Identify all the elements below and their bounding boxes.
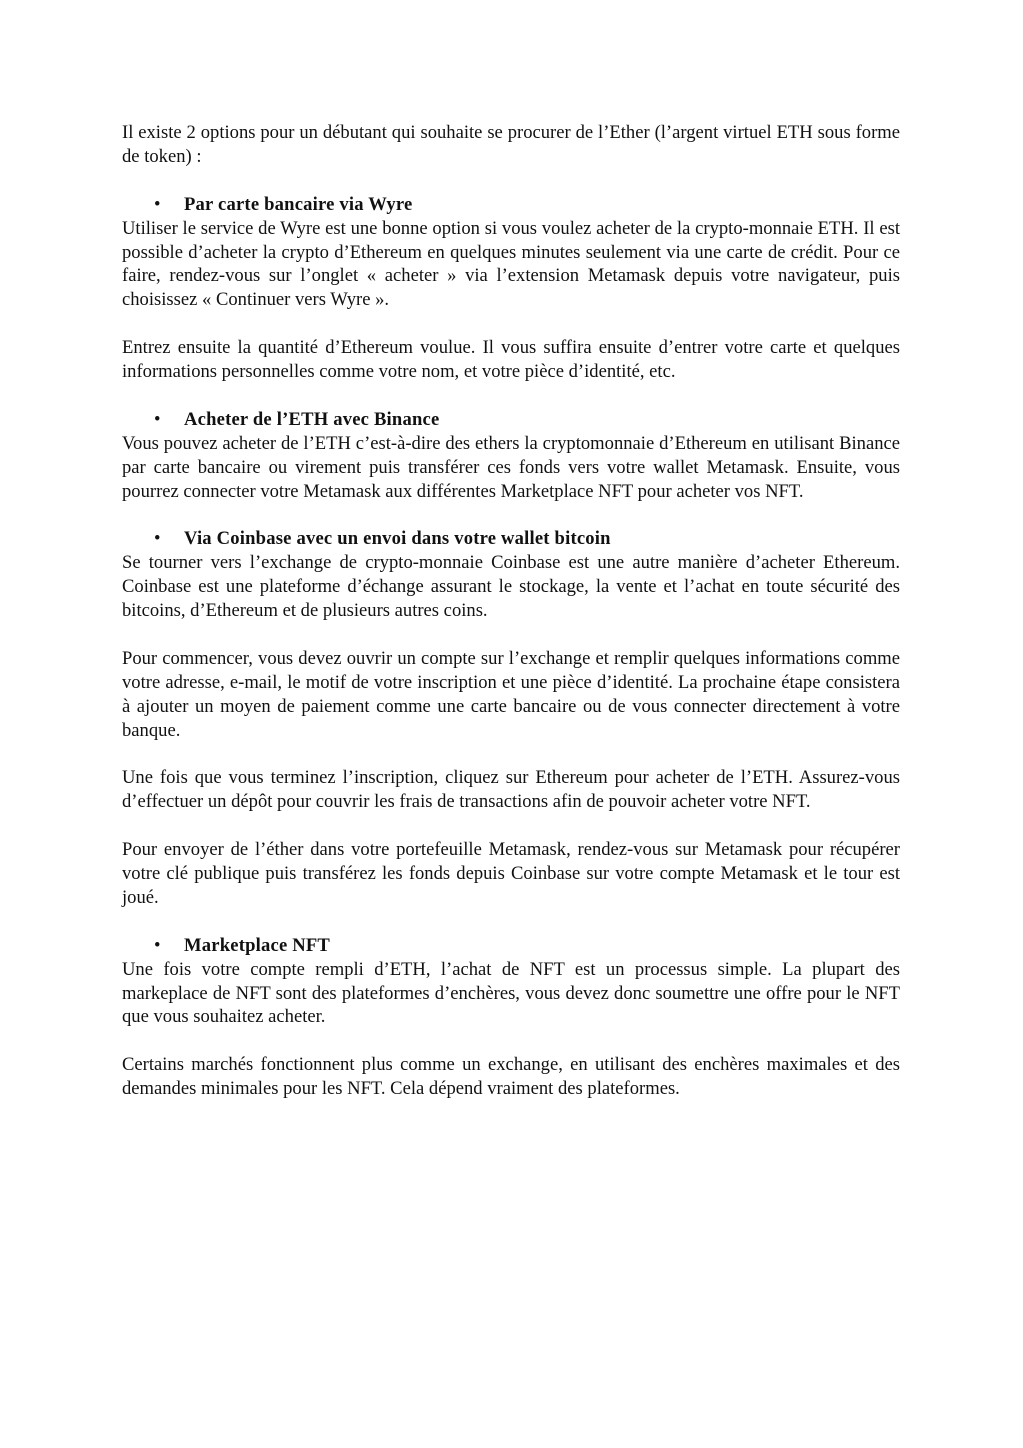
body-paragraph: Une fois que vous terminez l’inscription, cliquez sur Ethereum pour acheter de l’ETH. Assurez-vous d’effectuer un dépôt pour couvrir les frais de transactions afin de pouvoir acheter votre NFT. [122,767,900,813]
body-paragraph: Certains marchés fonctionnent plus comme un exchange, en utilisant des enchères maximales et des demandes minimales pour les NFT. Cela dépend vraiment des plateformes. [122,1054,900,1100]
document-page [122,121,900,1125]
section-heading [122,527,900,551]
section-heading [122,193,900,217]
section-marketplace [122,934,900,1101]
bullet-icon: • [154,193,161,215]
section-heading-text: Acheter de l’ETH avec Binance [184,408,440,430]
section-heading [122,408,900,432]
section-heading-text: Via Coinbase avec un envoi dans votre wallet bitcoin [184,528,611,550]
section-wyre [122,193,900,384]
body-paragraph: Pour envoyer de l’éther dans votre portefeuille Metamask, rendez-vous sur Metamask pour récupérer votre clé publique puis transférez les fonds depuis Coinbase sur votre compte Metamask et le tour est joué. [122,839,900,908]
section-heading-text: Par carte bancaire via Wyre [184,193,413,215]
body-paragraph: Vous pouvez acheter de l’ETH c’est-à-dire des ethers la cryptomonnaie d’Ethereum en utilisant Binance par carte bancaire ou virement puis transférer ces fonds vers votre wallet Metamask. Ensuite, vous pourrez connecter votre Metamask aux différentes Marketplace NFT pour acheter vos NFT. [122,432,900,502]
body-paragraph: Se tourner vers l’exchange de crypto-monnaie Coinbase est une autre manière d’acheter Ethereum. Coinbase est une plateforme d’échange assurant le stockage, la vente et l’achat en toute sécurité des bitcoins, d’Ethereum et de plusieurs autres coins. [122,552,900,622]
bullet-icon: • [154,934,161,956]
intro-paragraph: Il existe 2 options pour un débutant qui souhaite se procurer de l’Ether (l’argent virtuel ETH sous forme de token) : [122,122,900,167]
section-coinbase [122,527,900,909]
bullet-icon: • [154,408,161,430]
section-heading [122,934,900,958]
body-paragraph: Pour commencer, vous devez ouvrir un compte sur l’exchange et remplir quelques informations comme votre adresse, e-mail, le motif de votre inscription et une pièce d’identité. La prochaine étape consistera à ajouter un moyen de paiement comme une carte bancaire ou de vous connecter directement à votre banque. [122,647,900,741]
body-paragraph: Utiliser le service de Wyre est une bonne option si vous voulez acheter de la crypto-monnaie ETH. Il est possible d’acheter la crypto d’Ethereum en quelques minutes seulement via une carte de crédit. Pour ce faire, rendez-vous sur l’onglet « acheter » via l’extension Metamask depuis votre navigateur, puis choisissez « Continuer vers Wyre ». [122,217,900,311]
bullet-icon: • [154,528,161,550]
body-paragraph: Entrez ensuite la quantité d’Ethereum voulue. Il vous suffira ensuite d’entrer votre carte et quelques informations personnelles comme votre nom, et votre pièce d’identité, etc. [122,337,900,383]
body-paragraph: Une fois votre compte rempli d’ETH, l’achat de NFT est un processus simple. La plupart des markeplace de NFT sont des plateformes d’enchères, vous devez donc soumettre une offre pour le NFT que vous souhaitez acheter. [122,958,900,1028]
section-binance [122,408,900,504]
section-heading-text: Marketplace NFT [184,934,331,956]
